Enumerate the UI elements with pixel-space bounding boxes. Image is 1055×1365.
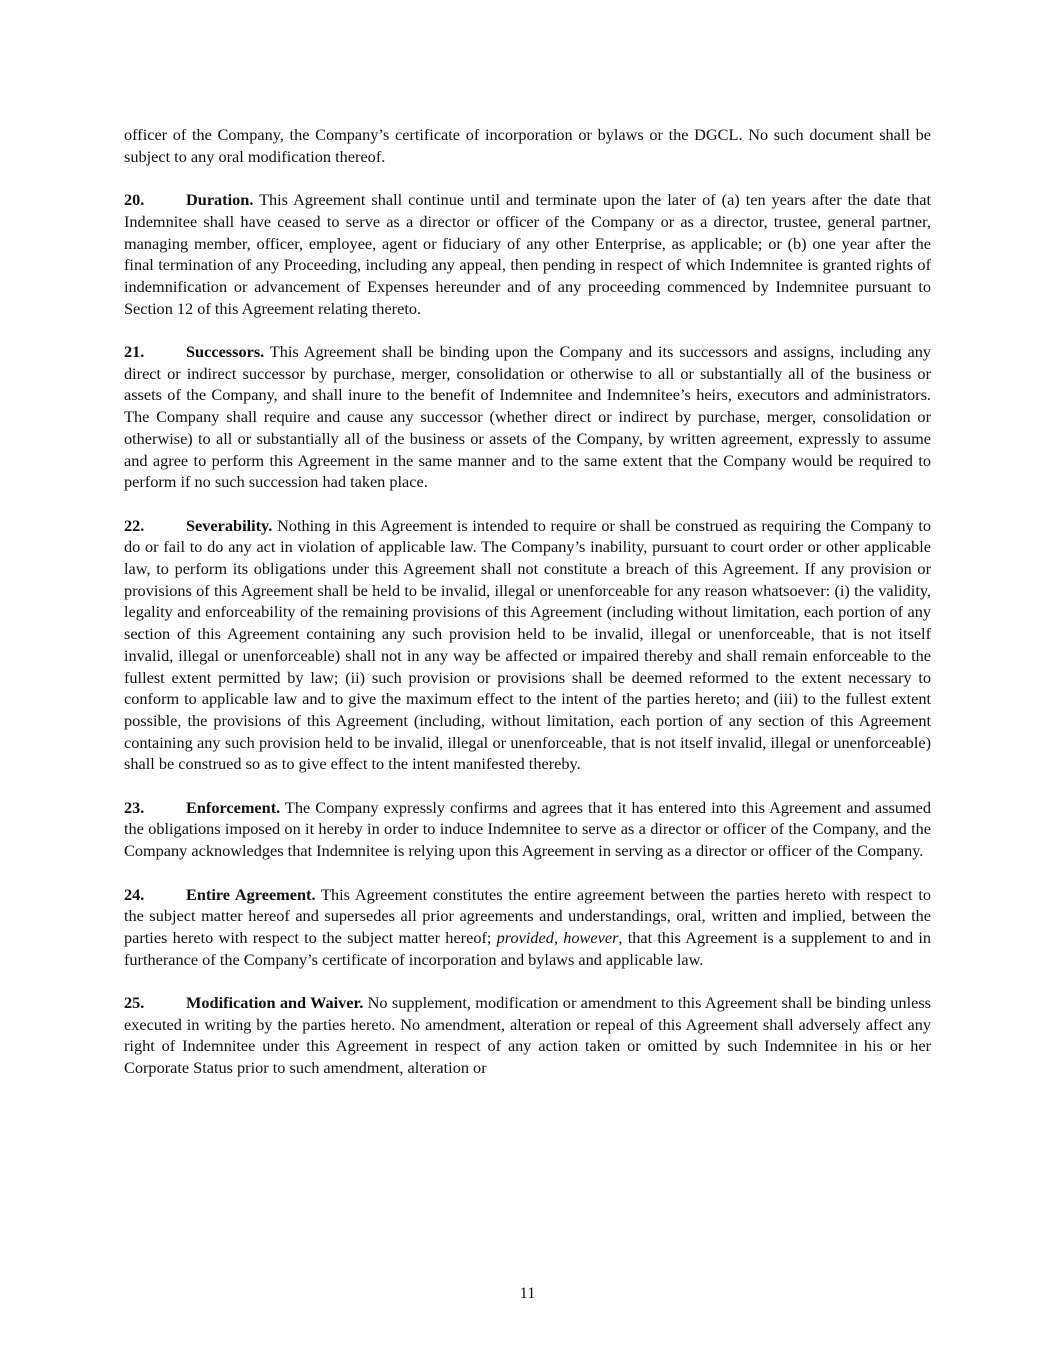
section-heading: Enforcement.: [186, 797, 281, 817]
section-number: 20.: [124, 190, 145, 210]
section-20-duration: [124, 189, 931, 319]
section-23-enforcement: [124, 797, 931, 862]
section-body: The Company expressly confirms and agrees that it has entered into this Agreement and assumed the obligations imposed on it hereby in order to induce Indemnitee to serve as a director or officer of the Company, and the Company acknowledges that Indemnitee is relying upon this Agreement in serving as a director or officer of the Company.: [124, 797, 931, 861]
section-heading: Entire Agreement.: [186, 884, 316, 904]
section-heading: Successors.: [186, 342, 265, 361]
continuation-text: officer of the Company, the Company’s certificate of incorporation or bylaws or the DGCL. No such document shall be subject to any oral modification thereof.: [124, 125, 931, 166]
italic-provided: provided: [496, 927, 554, 947]
section-body: This Agreement shall be binding upon the Company and its successors and assigns, including any direct or indirect successor by purchase, merger, consolidation or otherwise to all or substantially all of the business or assets of the Company, and shall inure to the benefit of Indemnitee and Indemnitee’s heirs, executors and administrators. The Company shall require and cause any successor (whether direct or indirect by purchase, merger, consolidation or otherwise) to all or substantially all of the business or assets of the Company, by written agreement, expressly to assume and agree to perform this Agreement in the same manner and to the same extent that the Company would be required to perform if no such succession had taken place.: [124, 342, 931, 492]
document-page: [124, 124, 931, 1101]
section-24-entire-agreement: [124, 884, 931, 971]
section-22-severability: [124, 515, 931, 775]
section-body-before: This Agreement constitutes the entire agreement between the parties hereto with respect to the subject matter hereof and supersedes all prior agreements and understandings, oral, written and implied, between the parties hereto with respect to the subject matter hereof;: [124, 884, 931, 947]
section-21-successors: [124, 341, 931, 493]
page-number: 11: [519, 1283, 536, 1302]
section-heading: Modification and Waiver.: [186, 993, 364, 1013]
section-body: No supplement, modification or amendment to this Agreement shall be binding unless executed in writing by the parties hereto. No amendment, alteration or repeal of this Agreement shall adversely affect any right of Indemnitee under this Agreement in respect of any action taken or omitted by such Indemnitee in his or her Corporate Status prior to such amendment, alteration or: [124, 993, 931, 1078]
section-number: 22.: [124, 515, 145, 535]
section-body: Nothing in this Agreement is intended to require or shall be construed as requiring the Company to do or fail to do any act in violation of applicable law. The Company’s inability, pursuant to court order or other applicable law, to perform its obligations under this Agreement shall not constitute a breach of this Agreement. If any provision or provisions of this Agreement shall be held to be invalid, illegal or unenforceable for any reason whatsoever: (i) the validity, legality and enforceability of the remaining provisions of this Agreement (including without limitation, each portion of any section of this Agreement containing any such provision held to be invalid, illegal or unenforceable, that is not itself invalid, illegal or unenforceable) shall not in any way be affected or impaired thereby and shall remain enforceable to the fullest extent permitted by law; (ii) such provision or provisions shall be deemed reformed to the extent necessary to conform to applicable law and to give the maximum effect to the intent of the parties hereto; and (iii) to the fullest extent possible, the provisions of this Agreement (including, without limitation, each portion of any section of this Agreement containing any such provision held to be invalid, illegal or unenforceable, that is not itself invalid, illegal or unenforceable) shall be construed so as to give effect to the intent manifested thereby.: [124, 515, 931, 774]
section-number: 21.: [124, 342, 145, 361]
section-number: 23.: [124, 797, 145, 817]
section-number: 25.: [124, 993, 145, 1013]
section-number: 24.: [124, 884, 145, 904]
section-heading: Severability.: [186, 515, 273, 535]
section-25-modification-waiver: [124, 992, 931, 1079]
italic-however: however: [563, 927, 619, 947]
section-body-after: , that this Agreement is a supplement to and in furtherance of the Company’s certificate of incorporation and bylaws and applicable law.: [124, 927, 931, 969]
section-heading: Duration.: [186, 190, 254, 210]
continuation-paragraph: [124, 124, 931, 167]
section-body: This Agreement shall continue until and terminate upon the later of (a) ten years after the date that Indemnitee shall have ceased to serve as a director or officer of the Company or as a director, trustee, general partner, managing member, officer, employee, agent or fiduciary of any other Enterprise, as applicable; or (b) one year after the final termination of any Proceeding, including any appeal, then pending in respect of which Indemnitee is granted rights of indemnification or advancement of Expenses hereunder and of any proceeding commenced by Indemnitee pursuant to Section 12 of this Agreement relating thereto.: [124, 190, 931, 318]
italic-separator: ,: [553, 927, 564, 947]
